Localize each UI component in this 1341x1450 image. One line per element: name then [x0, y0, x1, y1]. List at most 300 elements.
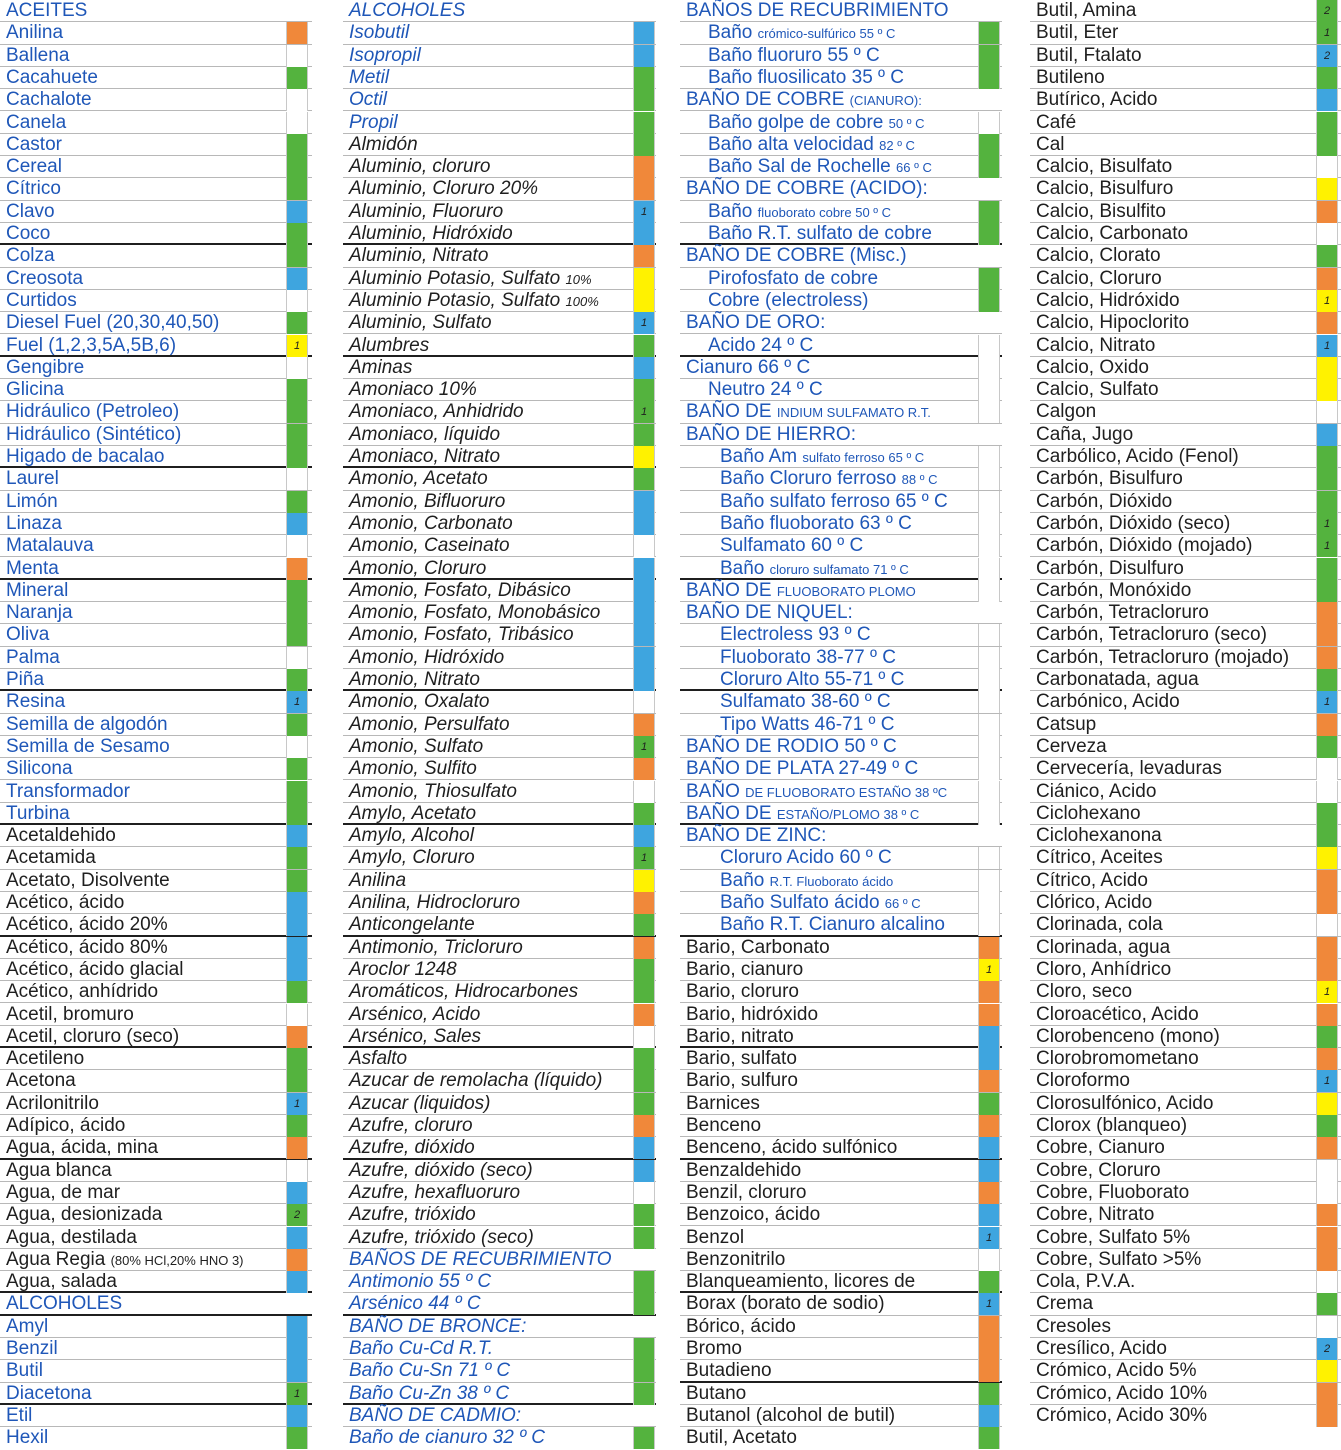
table-row	[0, 89, 312, 111]
label-text: Linaza	[6, 512, 62, 534]
substance-name	[708, 67, 904, 89]
label-text: Amoniaco, Nitrato	[349, 446, 501, 467]
rating-swatch	[633, 1383, 655, 1405]
table-row	[0, 669, 312, 691]
section-header	[686, 580, 916, 602]
rating-swatch	[286, 112, 308, 134]
substance-name	[6, 1316, 48, 1338]
table-row	[343, 45, 656, 67]
rating-swatch	[286, 892, 308, 914]
label-text: Calcio, Nitrato	[1036, 334, 1156, 356]
rating-swatch	[286, 937, 308, 959]
label-text: Aluminio Potasio, Sulfato	[349, 267, 561, 289]
substance-name	[349, 624, 574, 646]
substance-name	[686, 1182, 806, 1204]
label-text: Mineral	[6, 579, 69, 601]
substance-name	[6, 223, 50, 245]
table-row	[0, 156, 312, 178]
rating-swatch	[286, 914, 308, 936]
label-note: DE FLUOBORATO ESTAÑO 38 ºC	[745, 784, 948, 800]
label-text: BAÑO DE BRONCE:	[349, 1315, 527, 1337]
table-row	[680, 290, 1002, 312]
label-note: (CIANURO):	[849, 93, 922, 109]
section-header	[686, 312, 825, 334]
substance-name	[6, 1182, 120, 1204]
table-row	[343, 424, 656, 446]
label-text: Benzil	[6, 1338, 58, 1359]
substance-name	[349, 491, 505, 513]
substance-name	[1036, 558, 1184, 580]
label-text: Agua blanca	[6, 1159, 112, 1181]
substance-name	[6, 357, 84, 379]
rating-swatch	[978, 112, 1000, 134]
label-text: BAÑO DE RODIO 50 º C	[686, 735, 897, 757]
rating-swatch	[286, 714, 308, 736]
label-text: Butano	[686, 1382, 747, 1404]
rating-swatch: 1	[1316, 290, 1338, 312]
table-row	[1030, 1405, 1341, 1427]
substance-name	[349, 981, 578, 1003]
rating-swatch	[286, 647, 308, 669]
rating-swatch	[978, 379, 1000, 401]
label-text: Clorinada, cola	[1036, 914, 1163, 936]
substance-name	[349, 290, 599, 312]
rating-swatch: 1	[978, 959, 1000, 981]
substance-name	[1036, 223, 1188, 245]
label-text: Baño Cloruro ferroso	[720, 468, 897, 490]
label-text: Isopropil	[349, 44, 421, 66]
label-text: Amonio, Persulfato	[349, 713, 510, 735]
substance-name	[349, 736, 483, 758]
rating-swatch	[286, 134, 308, 156]
table-row	[1030, 513, 1341, 535]
table-row	[343, 825, 656, 847]
label-text: Azucar de remolacha (líquido)	[349, 1070, 603, 1092]
table-row	[343, 1227, 656, 1249]
table-row	[0, 691, 312, 713]
substance-name	[6, 290, 77, 312]
label-text: Butil	[6, 1360, 43, 1382]
label-text: Baño	[720, 869, 765, 891]
substance-name	[6, 22, 63, 44]
section-header	[686, 401, 931, 423]
table-row	[0, 1405, 312, 1427]
substance-name	[686, 1383, 746, 1405]
rating-swatch	[286, 847, 308, 869]
label-text: Clórico, Acido	[1036, 892, 1153, 913]
section-header-row	[680, 781, 1002, 803]
rating-swatch	[633, 379, 655, 401]
rating-swatch	[978, 558, 1000, 580]
label-text: Glicina	[6, 379, 65, 401]
table-row	[0, 870, 312, 892]
substance-name	[1036, 1405, 1207, 1427]
label-text: Adípico, ácido	[6, 1115, 126, 1136]
rating-swatch	[286, 981, 308, 1003]
section-header	[686, 424, 856, 446]
section-header	[686, 178, 928, 200]
substance-name	[6, 602, 73, 624]
label-text: Baño Am	[720, 446, 798, 467]
label-text: Crómico, Acido 10%	[1036, 1382, 1208, 1404]
label-text: Baño Cu-Sn 71 º C	[349, 1360, 511, 1382]
label-text: Baño fluosilicato 35 º C	[708, 66, 904, 88]
table-row	[680, 1405, 1002, 1427]
substance-name	[720, 669, 904, 691]
table-row	[680, 1338, 1002, 1360]
table-row	[1030, 134, 1341, 156]
table-row	[1030, 1093, 1341, 1115]
label-text: Hidráulico (Petroleo)	[6, 401, 180, 423]
substance-name	[686, 1093, 760, 1115]
rating-swatch	[978, 781, 1000, 803]
label-text: Bario, sulfato	[686, 1048, 797, 1070]
substance-name	[6, 335, 176, 357]
table-row	[1030, 468, 1341, 490]
substance-name	[708, 22, 895, 44]
table-row	[1030, 1249, 1341, 1271]
label-text: Carbón, Bisulfuro	[1036, 468, 1183, 490]
substance-name	[720, 446, 924, 468]
substance-name	[1036, 1070, 1130, 1092]
section-header-row	[680, 602, 1002, 624]
rating-swatch	[1316, 1026, 1338, 1048]
substance-name	[1036, 468, 1183, 490]
substance-name	[349, 535, 510, 557]
substance-name	[6, 424, 181, 446]
label-text: Antimonio, Tricloruro	[349, 936, 523, 958]
section-header-row	[343, 1316, 656, 1338]
substance-name	[349, 201, 503, 223]
table-row	[343, 112, 656, 134]
label-text: Cola, P.V.A.	[1036, 1271, 1136, 1293]
label-text: Amonio, Sulfito	[349, 758, 477, 780]
substance-name	[720, 468, 937, 490]
label-text: Propil	[349, 111, 398, 133]
rating-swatch	[286, 959, 308, 981]
table-row	[680, 1383, 1002, 1405]
label-text: Ballena	[6, 44, 70, 66]
section-header	[686, 758, 918, 780]
rating-swatch	[978, 446, 1000, 468]
substance-name	[6, 669, 44, 691]
label-text: Canela	[6, 111, 67, 133]
table-row	[0, 736, 312, 758]
rating-swatch	[1316, 1383, 1338, 1405]
rating-swatch	[978, 669, 1000, 691]
label-text: Hexil	[6, 1427, 49, 1449]
label-text: Cítrico, Acido	[1036, 869, 1148, 891]
substance-name	[1036, 156, 1172, 178]
label-text: Amonio, Caseinato	[349, 535, 510, 557]
section-header	[686, 0, 949, 22]
table-row	[1030, 1316, 1341, 1338]
table-row	[1030, 1383, 1341, 1405]
label-text: Cítrico	[6, 178, 61, 200]
label-text: Piña	[6, 669, 45, 690]
table-row	[0, 245, 312, 267]
rating-swatch	[286, 558, 308, 580]
label-text: BAÑO DE PLATA 27-49 º C	[686, 758, 919, 780]
label-note: fluoborato cobre 50 º C	[757, 204, 892, 220]
rating-swatch	[1316, 178, 1338, 200]
section-header-row	[343, 0, 656, 22]
label-text: Amonio, Bifluoruro	[349, 490, 506, 512]
rating-swatch	[633, 781, 655, 803]
table-row	[680, 379, 1002, 401]
rating-swatch	[633, 513, 655, 535]
rating-swatch	[286, 401, 308, 423]
section-header	[686, 803, 919, 825]
table-row	[1030, 1204, 1341, 1226]
label-text: Acetona	[6, 1070, 76, 1092]
substance-name	[686, 1293, 885, 1315]
label-text: Acetamida	[6, 847, 96, 869]
substance-name	[1036, 914, 1163, 936]
table-row	[343, 1383, 656, 1405]
rating-swatch: 2	[1316, 1338, 1338, 1360]
substance-name	[6, 714, 168, 736]
table-row	[0, 446, 312, 468]
rating-swatch	[1316, 580, 1338, 602]
table-row	[680, 357, 1002, 379]
section-header	[349, 1316, 526, 1338]
substance-name	[349, 937, 523, 959]
label-text: Azufre, hexafluoruro	[349, 1181, 521, 1203]
label-text: Calcio, Hipoclorito	[1036, 312, 1190, 334]
label-text: Calgon	[1036, 401, 1097, 423]
rating-swatch	[633, 914, 655, 936]
rating-swatch	[978, 1070, 1000, 1092]
table-row	[343, 1271, 656, 1293]
substance-name	[6, 446, 164, 468]
rating-swatch	[286, 1249, 308, 1271]
rating-swatch	[633, 112, 655, 134]
label-note: 88 º C	[901, 472, 938, 488]
substance-name	[1036, 1182, 1189, 1204]
label-text: Castor	[6, 133, 62, 155]
label-text: Laurel	[6, 468, 59, 490]
table-row	[343, 1048, 656, 1070]
rating-swatch: 1	[633, 201, 655, 223]
label-text: Baño	[708, 200, 753, 222]
section-header-row	[0, 0, 312, 22]
rating-swatch: 1	[1316, 535, 1338, 557]
table-row	[343, 1338, 656, 1360]
rating-swatch	[978, 491, 1000, 513]
table-row	[343, 89, 656, 111]
rating-swatch	[286, 491, 308, 513]
rating-swatch	[286, 379, 308, 401]
label-text: Baño R.T. sulfato de cobre	[708, 223, 932, 244]
rating-swatch	[633, 1048, 655, 1070]
table-row	[1030, 870, 1341, 892]
rating-swatch	[633, 357, 655, 379]
label-text: Café	[1036, 111, 1077, 133]
table-row	[0, 914, 312, 936]
substance-name	[1036, 781, 1156, 803]
table-row	[343, 624, 656, 646]
table-row	[1030, 1070, 1341, 1092]
table-row	[0, 714, 312, 736]
substance-name	[1036, 1204, 1154, 1226]
rating-swatch	[633, 1115, 655, 1137]
table-row	[1030, 580, 1341, 602]
table-row	[680, 937, 1002, 959]
rating-swatch	[978, 335, 1000, 357]
label-text: BAÑO	[686, 780, 740, 802]
table-row	[0, 1070, 312, 1092]
label-text: Amonio, Fosfato, Dibásico	[349, 579, 571, 601]
table-row	[0, 1115, 312, 1137]
substance-name	[1036, 937, 1170, 959]
section-header-row	[680, 825, 1002, 847]
label-text: Carbón, Dióxido (mojado)	[1036, 535, 1253, 557]
table-row	[680, 535, 1002, 557]
label-text: Amonio, Thiosulfato	[349, 780, 517, 802]
table-row	[343, 22, 656, 44]
label-text: Amonio, Acetato	[349, 468, 488, 490]
rating-swatch	[633, 669, 655, 691]
substance-name	[1036, 1093, 1213, 1115]
rating-swatch	[978, 357, 1000, 379]
section-header	[349, 0, 465, 22]
table-row	[343, 1427, 656, 1449]
rating-swatch	[1316, 1093, 1338, 1115]
label-text: Isobutil	[349, 22, 410, 44]
section-header	[686, 736, 897, 758]
rating-swatch	[286, 156, 308, 178]
substance-name	[1036, 1316, 1111, 1338]
substance-name	[1036, 624, 1267, 646]
table-row	[0, 781, 312, 803]
table-row	[343, 803, 656, 825]
substance-name	[708, 223, 932, 245]
label-note: INDIUM SULFAMATO R.T.	[776, 405, 931, 421]
rating-swatch	[978, 758, 1000, 780]
label-text: Oliva	[6, 624, 50, 646]
substance-name	[6, 45, 69, 67]
label-text: Aminas	[349, 356, 413, 378]
substance-name	[1036, 178, 1173, 200]
table-row	[680, 156, 1002, 178]
label-text: Butileno	[1036, 66, 1105, 88]
rating-swatch	[286, 825, 308, 847]
substance-name	[1036, 669, 1199, 691]
label-text: Cresílico, Acido	[1036, 1338, 1167, 1359]
label-note: 66 º C	[896, 160, 932, 176]
label-note: R.T. Fluoborato ácido	[769, 873, 894, 889]
substance-name	[686, 1427, 797, 1449]
table-row	[343, 535, 656, 557]
label-text: Cobre, Sulfato >5%	[1036, 1248, 1202, 1270]
substance-name	[6, 312, 219, 334]
rating-swatch	[286, 1115, 308, 1137]
table-row	[680, 714, 1002, 736]
label-note: 82 º C	[879, 137, 915, 153]
substance-name	[1036, 1383, 1207, 1405]
substance-name	[708, 201, 891, 223]
label-text: Curtidos	[6, 289, 77, 311]
table-row	[343, 1115, 656, 1137]
label-text: Calcio, Clorato	[1036, 245, 1161, 267]
label-text: Aroclor 1248	[349, 958, 457, 980]
rating-swatch	[286, 446, 308, 468]
table-row	[0, 624, 312, 646]
label-text: Gengibre	[6, 356, 85, 378]
label-text: Aluminio Potasio, Sulfato	[349, 289, 561, 311]
rating-swatch	[286, 312, 308, 334]
substance-name	[1036, 335, 1155, 357]
label-note: sulfato ferroso 65 º C	[802, 450, 925, 465]
table-row	[680, 335, 1002, 357]
rating-swatch	[1316, 156, 1338, 178]
label-text: Acético, ácido	[6, 892, 125, 913]
table-row	[680, 22, 1002, 44]
rating-swatch	[1316, 624, 1338, 646]
substance-name	[349, 892, 520, 914]
rating-swatch: 1	[1316, 335, 1338, 357]
label-text: Calcio, Bisulfuro	[1036, 178, 1174, 200]
label-text: Baño	[720, 557, 765, 579]
table-row	[0, 1383, 312, 1405]
rating-swatch	[1316, 1182, 1338, 1204]
table-row	[1030, 335, 1341, 357]
rating-swatch	[1316, 424, 1338, 446]
substance-name	[349, 1182, 520, 1204]
table-row	[0, 45, 312, 67]
label-text: Colza	[6, 245, 55, 267]
table-row	[1030, 22, 1341, 44]
substance-name	[6, 67, 98, 89]
rating-swatch	[633, 22, 655, 44]
substance-name	[708, 290, 869, 312]
label-text: Blanqueamiento, licores de	[686, 1271, 916, 1293]
label-text: Bromo	[686, 1338, 742, 1359]
section-header-row	[343, 1405, 656, 1427]
section-header	[686, 89, 922, 111]
table-row	[680, 1026, 1002, 1048]
substance-name	[6, 156, 62, 178]
rating-swatch	[1316, 1316, 1338, 1338]
rating-swatch	[1316, 245, 1338, 267]
rating-swatch	[633, 892, 655, 914]
substance-name	[349, 914, 475, 936]
substance-name	[349, 1227, 534, 1249]
rating-swatch	[978, 134, 1000, 156]
substance-name	[349, 847, 475, 869]
substance-name	[349, 825, 474, 847]
substance-name	[349, 335, 429, 357]
table-row	[343, 178, 656, 200]
rating-swatch	[1316, 468, 1338, 490]
label-text: Cloro, Anhídrico	[1036, 958, 1172, 980]
substance-name	[708, 335, 813, 357]
table-row	[1030, 223, 1341, 245]
rating-swatch	[978, 1427, 1000, 1449]
rating-swatch	[978, 535, 1000, 557]
substance-name	[720, 624, 871, 646]
substance-name	[1036, 22, 1118, 44]
section-header	[686, 245, 907, 267]
rating-swatch	[1316, 1249, 1338, 1271]
rating-swatch	[1316, 914, 1338, 936]
label-text: Agua, destilada	[6, 1226, 137, 1248]
table-row	[680, 1160, 1002, 1182]
substance-name	[349, 22, 409, 44]
label-text: Baño golpe de cobre	[708, 111, 884, 133]
rating-swatch	[978, 513, 1000, 535]
